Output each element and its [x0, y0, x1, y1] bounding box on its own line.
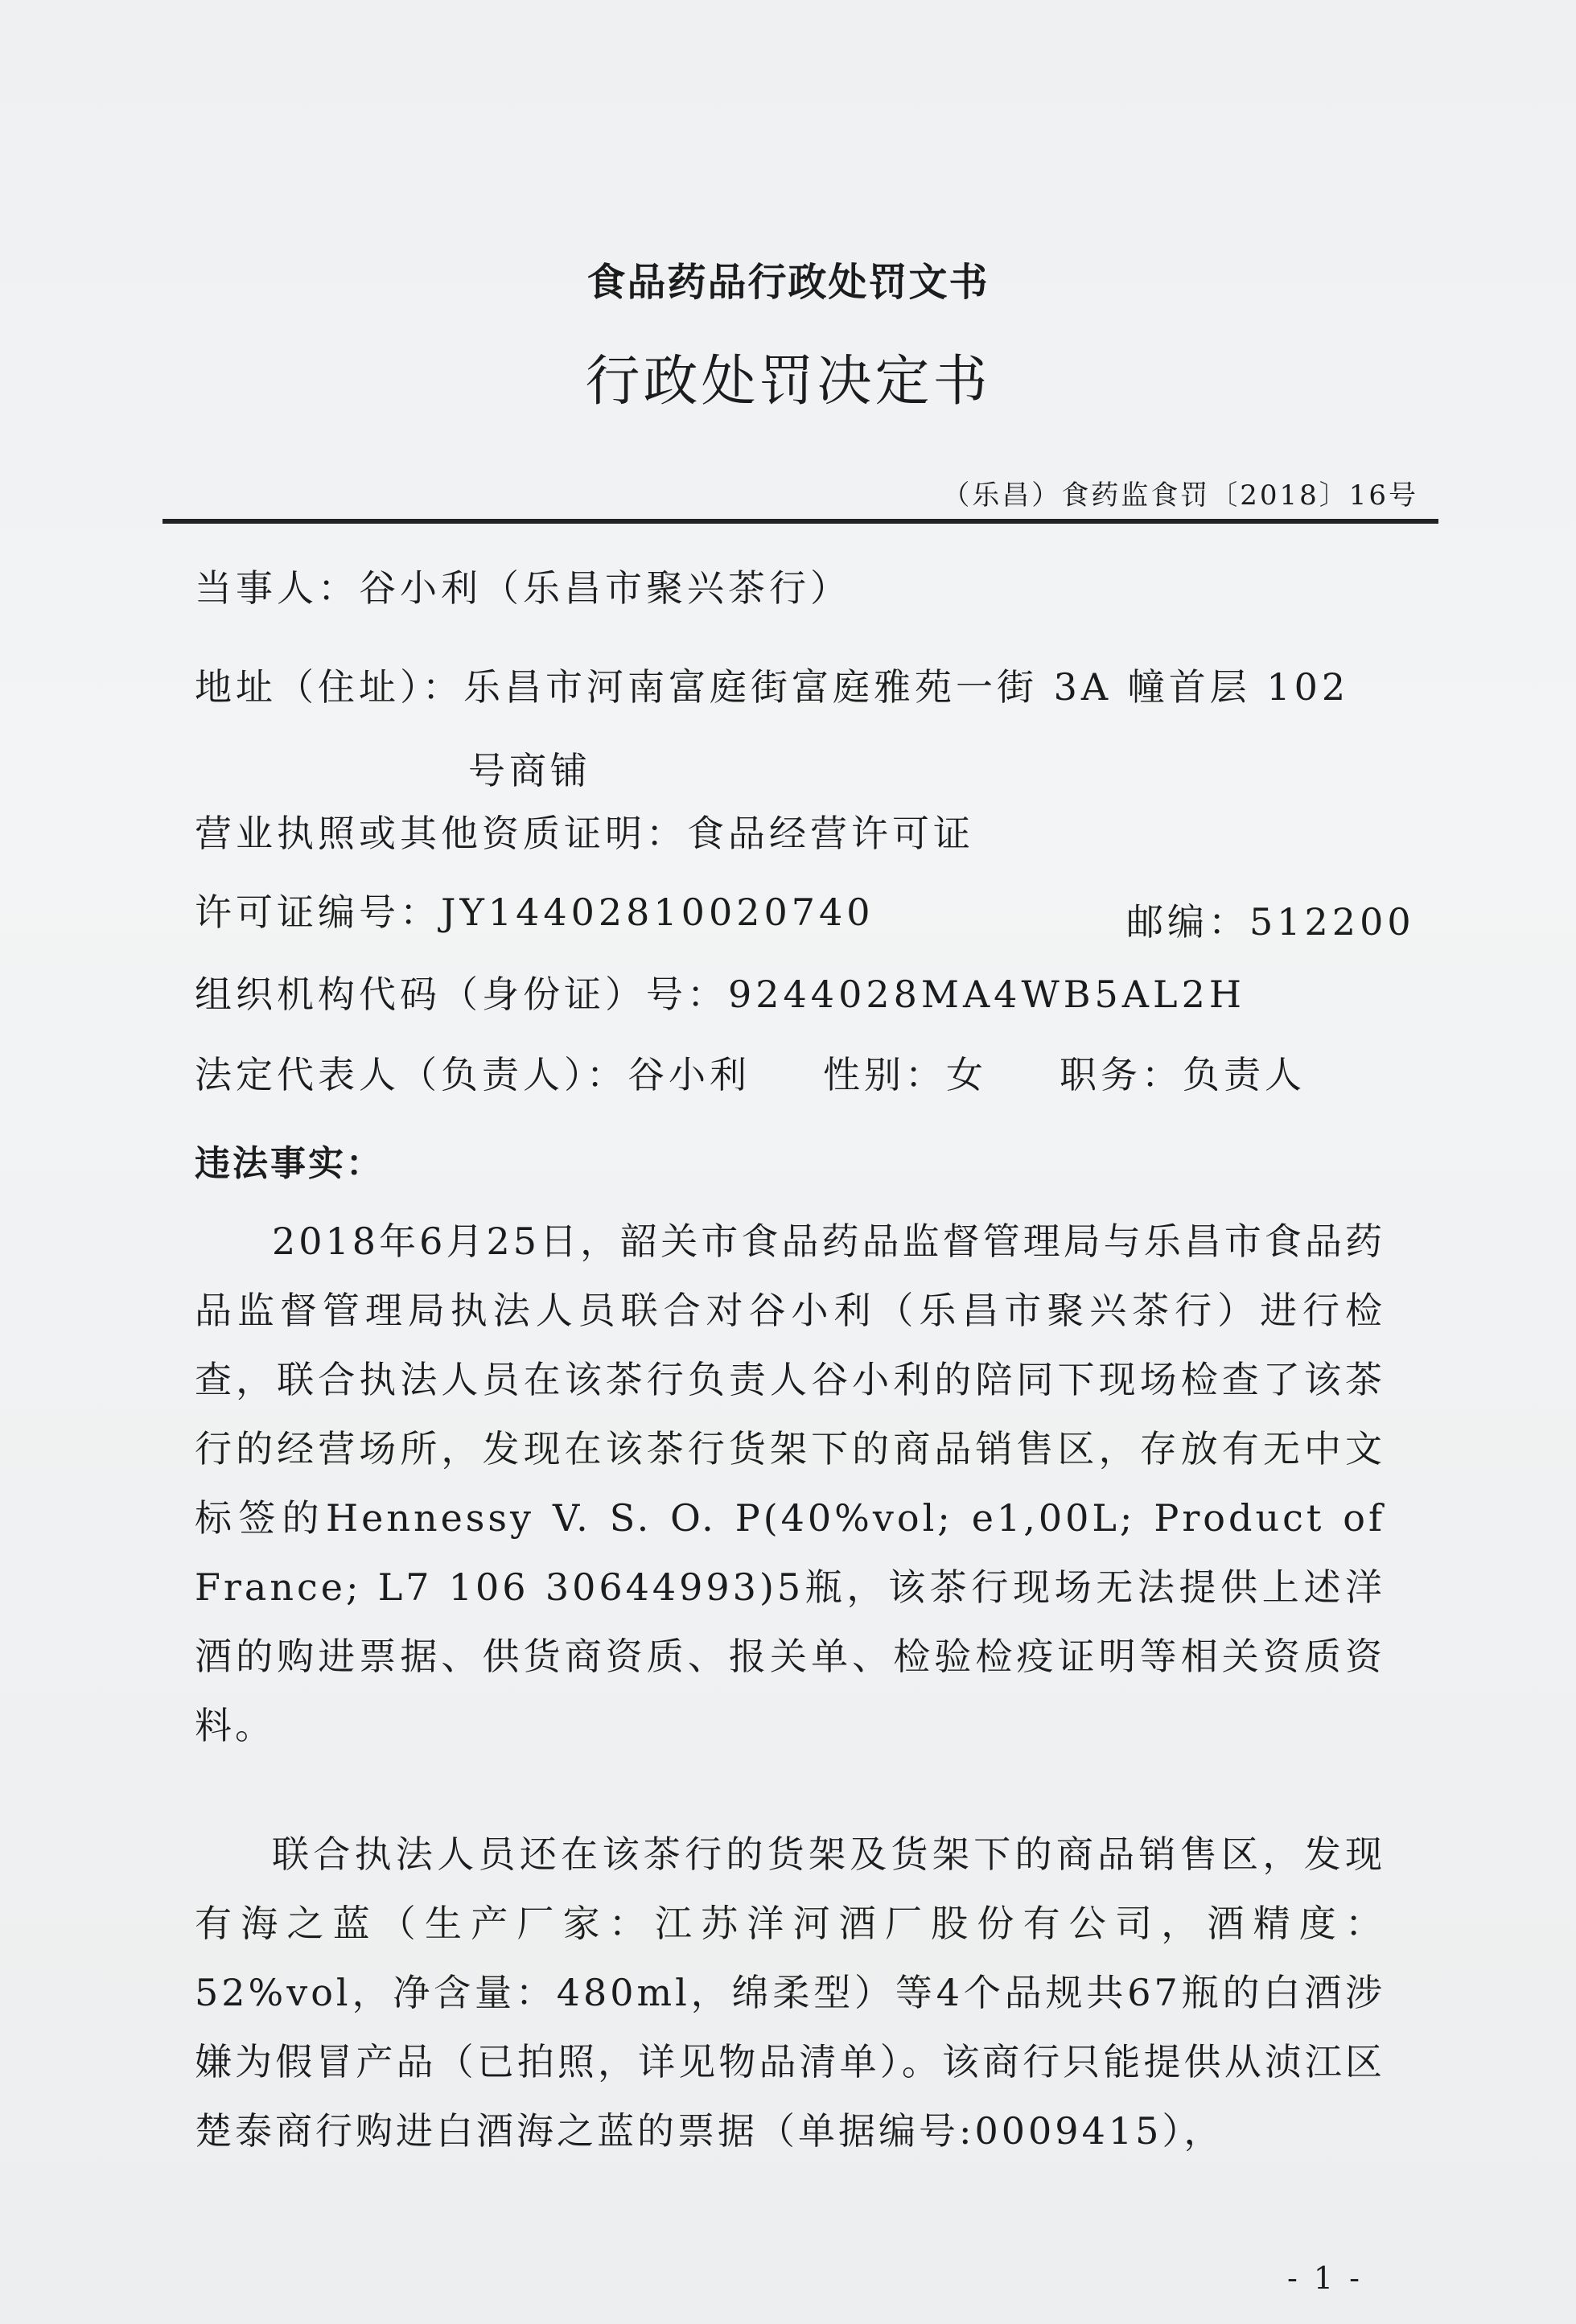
license-value: 食品经营许可证	[687, 812, 974, 855]
address-field	[195, 645, 1418, 812]
document-type-title: 食品药品行政处罚文书	[586, 260, 990, 305]
document-number: （乐昌）食药监食罚〔2018〕16号	[942, 479, 1418, 512]
permit-value: JY14402810020740	[441, 891, 874, 934]
orgcode-label: 组织机构代码（身份证）号：	[195, 973, 728, 1016]
license-field	[195, 804, 974, 858]
address-value: 乐昌市河南富庭街富庭雅苑一街 3A 幢首层 102	[463, 665, 1350, 709]
facts-heading: 违法事实：	[195, 1143, 384, 1184]
postcode-label: 邮编：	[1126, 900, 1249, 944]
orgcode-value: 9244028MA4WB5AL2H	[728, 973, 1245, 1016]
postcode-value: 512200	[1249, 900, 1415, 944]
facts-paragraph-2: 联合执法人员还在该茶行的货架及货架下的商品销售区，发现有海之蓝（生产厂家：江苏洋河酒厂股份有公司，酒精度：52%vol，净含量：480ml，绵柔型）等4个品规共67瓶的白酒涉嫌为假冒产品（已拍照，详见物品清单）。该商行只能提供从浈江区楚泰商行购进白酒海之蓝的票据（单据编号:0009415），	[195, 1832, 1385, 2153]
page-number: - 1 -	[1286, 2260, 1363, 2296]
license-label: 营业执照或其他资质证明：	[195, 812, 687, 855]
rep-label: 法定代表人（负责人）：	[195, 1053, 628, 1096]
legal-representative-field	[195, 1046, 1401, 1099]
facts-paragraph-1: 2018年6月25日，韶关市食品药品监督管理局与乐昌市食品药品监督管理局执法人员联合对谷小利（乐昌市聚兴茶行）进行检查，联合执法人员在该茶行负责人谷小利的陪同下现场检查了该茶行的经营场所，发现在该茶行货架下的商品销售区，存放有无中文标签的Hennessy V. S. O. P(40%vol; e1,00L; Product of France; L7 106 30644993)5瓶，该茶行现场无法提供上述洋酒的购进票据、供货商资质、报关单、检验检疫证明等相关资质资料。	[195, 1220, 1385, 1747]
postcode-field	[1126, 893, 1415, 946]
title-label: 职务：	[1060, 1053, 1183, 1096]
document-name-title: 行政处罚决定书	[585, 350, 991, 413]
address-continuation: 号商铺	[468, 749, 591, 792]
title-value: 负责人	[1183, 1053, 1306, 1096]
party-label: 当事人：	[195, 566, 359, 610]
permit-number-field	[195, 883, 874, 936]
header-divider	[163, 519, 1438, 524]
party-field	[195, 559, 851, 612]
gender-label: 性别：	[823, 1053, 946, 1096]
address-label: 地址（住址）：	[195, 665, 463, 709]
permit-label: 许可证编号：	[195, 891, 441, 934]
rep-value: 谷小利	[628, 1053, 751, 1096]
org-code-field	[195, 965, 1245, 1018]
gender-value: 女	[946, 1053, 987, 1096]
party-value: 谷小利（乐昌市聚兴茶行）	[359, 566, 851, 610]
